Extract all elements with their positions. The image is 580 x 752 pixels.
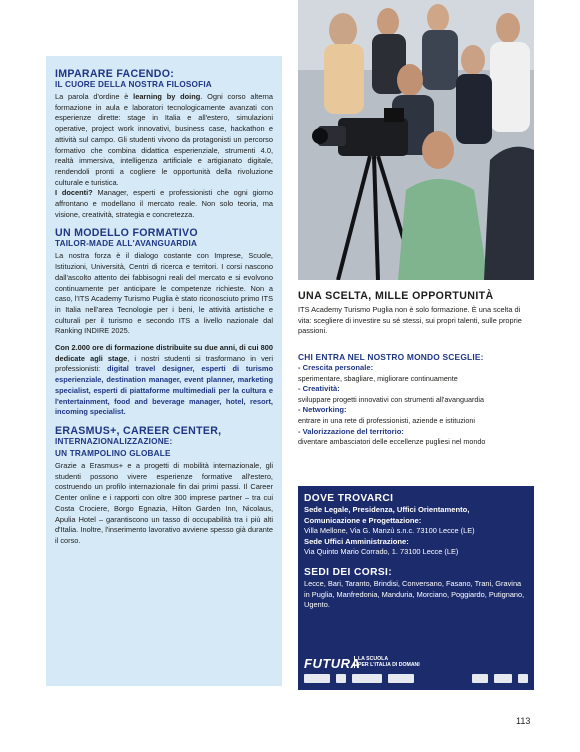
list-item-body: diventare ambasciatori delle eccellenze pugliesi nel mondo [298, 437, 486, 447]
republic-emblem-icon [336, 674, 346, 683]
logo-strip [304, 654, 528, 686]
paragraph-erasmus: Grazie a Erasmus+ e a progetti di mobilità internazionale, gli studenti possono vivere esperienze formative all'estero, costruendo un profilo internazionale fin dai primi passi. Il Career Center online e i rapporti con oltre 300 imprese partner – tra cui Costa Crociere, Borgo Egnazia, Hilton Garden Inn, Nicolaus, Apulia Hotel – garantiscono un tasso di occupabilità tra i più alti d'Italia. Inoltre, l'inserimento lavorativo avviene spesso già durante il corso. [55, 460, 273, 545]
list-item-body: sviluppare progetti innovativi con strumenti all'avanguardia [298, 394, 484, 404]
sceglie-title: CHI ENTRA NEL NOSTRO MONDO SCEGLIE: [298, 352, 484, 363]
sedi-corsi-title: SEDI DEI CORSI: [304, 566, 393, 578]
list-item-head: - Creatività: [298, 384, 340, 394]
regione-puglia-logo-icon [494, 674, 512, 683]
paragraph-ore-formazione: Con 2.000 ore di formazione distribuite su due anni, di cui 800 dedicate agli stage, i nostri studenti si trasformano in veri professionisti: digital travel designer, esperti di turismo esperienziale, destination manager, event planner, marketing specialist, esperti di piattaforme multimediali per la cultura e l'entertainment, food and beverage manager, hotel, resort, incoming specialist. [55, 343, 273, 417]
partner-logos [304, 672, 528, 684]
hq-label-line2: Comunicazione e Progettazione: [304, 515, 422, 525]
section-subtitle-trampolino: UN TRAMPOLINO GLOBALE [55, 448, 171, 458]
futura-tagline: LA SCUOLA PER L'ITALIA DI DOMANI [354, 656, 420, 668]
italiadomani-logo-icon [388, 674, 414, 683]
section-title-erasmus: ERASMUS+, CAREER CENTER, [55, 424, 222, 437]
section-title-imparare: IMPARARE FACENDO: [55, 68, 175, 80]
contacts-box [298, 486, 534, 690]
hq-label-line1: Sede Legale, Presidenza, Uffici Orientamento, [304, 505, 470, 514]
ministry-logo-icon [352, 674, 382, 683]
right-text-section [298, 290, 534, 448]
paragraph-docenti: I docenti? Manager, esperti e professionisti che ogni giorno affrontano e modellano il mercato reale. Non solo teoria, ma visione, creatività, strategia e concretezza. [55, 188, 273, 219]
section-title-modello: UN MODELLO FORMATIVO [55, 227, 198, 240]
section-subtitle-internazionalizzazione: INTERNAZIONALIZZAZIONE: [55, 436, 173, 446]
hq-address: Villa Mellone, Via G. Manzù s.n.c. 73100 Lecce (LE) [304, 526, 475, 536]
opportunita-title: UNA SCELTA, MILLE OPPORTUNITÀ [298, 290, 494, 302]
section-subtitle-filosofia: IL CUORE DELLA NOSTRA FILOSOFIA [55, 80, 212, 89]
sedi-corsi-list: Lecce, Bari, Taranto, Brindisi, Conversano, Fasano, Trani, Gravina in Puglia, Manfredonia, Manduria, Morciano, Poggiardo, Putignano, Ugento. [304, 578, 525, 610]
students-camera-photo [298, 0, 534, 280]
admin-label: Sede Uffici Amministrazione: [304, 536, 409, 546]
list-item-body: sperimentare, sbagliare, migliorare continuamente [298, 373, 458, 383]
list-item-body: entrare in una rete di professionisti, aziende e istituzioni [298, 416, 475, 426]
section-subtitle-tailor-made: TAILOR-MADE ALL'AVANGUARDIA [55, 239, 198, 249]
opportunita-intro: ITS Academy Turismo Puglia non è solo formazione. È una scelta di vita: scegliere di investire su sé stessi, sui propri talenti, sulle proprie passioni. [298, 305, 522, 336]
paragraph-learning-by-doing: La parola d'ordine è learning by doing. Ogni corso alterna formazione in aula e laboratori tecnologicamente avanzati con esperienze dirette: stage in Italia e all'estero, simulazioni operative, project work innovativi, business case, hackathon e attività sul campo. Gli studenti vivono da protagonisti un percorso formativo che combina didattica esperienziale, strumenti 4.0, realtà immersiva, intelligenza artificiale e artigianato digitale, rendendoli pronti a cogliere le opportunità della rivoluzione culturale e turistica. [55, 92, 273, 187]
its-logo-icon [472, 674, 488, 683]
paragraph-forza-dialogo: La nostra forza è il dialogo costante con Imprese, Scuole, Istituzioni, Università, Centri di ricerca e territori. I corsi nascono dall'ascolto attento dei fabbisogni reali del mercato e si evolvono continuamente per anticipare le competenze richieste. Non a caso, l'ITS Academy Turismo Puglia è stato riconosciuto primo ITS in Italia nell'area Tecnologie per i beni, le attività artistiche e culturali per il turismo e secondo ITS a livello nazionale dal Ranking INDIRE 2025. [55, 251, 273, 336]
list-item-head: - Valorizzazione del territorio: [298, 426, 404, 436]
admin-address: Via Quinto Mario Corrado, 1. 73100 Lecce (LE) [304, 547, 459, 557]
page-number: 113 [516, 716, 531, 726]
regional-logo-icon [518, 674, 528, 683]
left-column [46, 56, 282, 686]
dove-trovarci-title: DOVE TROVARCI [304, 493, 394, 504]
futura-logo: FUTURA [304, 656, 361, 671]
photo-illustration [298, 0, 534, 280]
list-item-head: - Networking: [298, 405, 347, 415]
eu-logo-icon [304, 674, 330, 683]
sceglie-list [298, 363, 534, 448]
list-item-head: - Crescita personale: [298, 363, 374, 373]
